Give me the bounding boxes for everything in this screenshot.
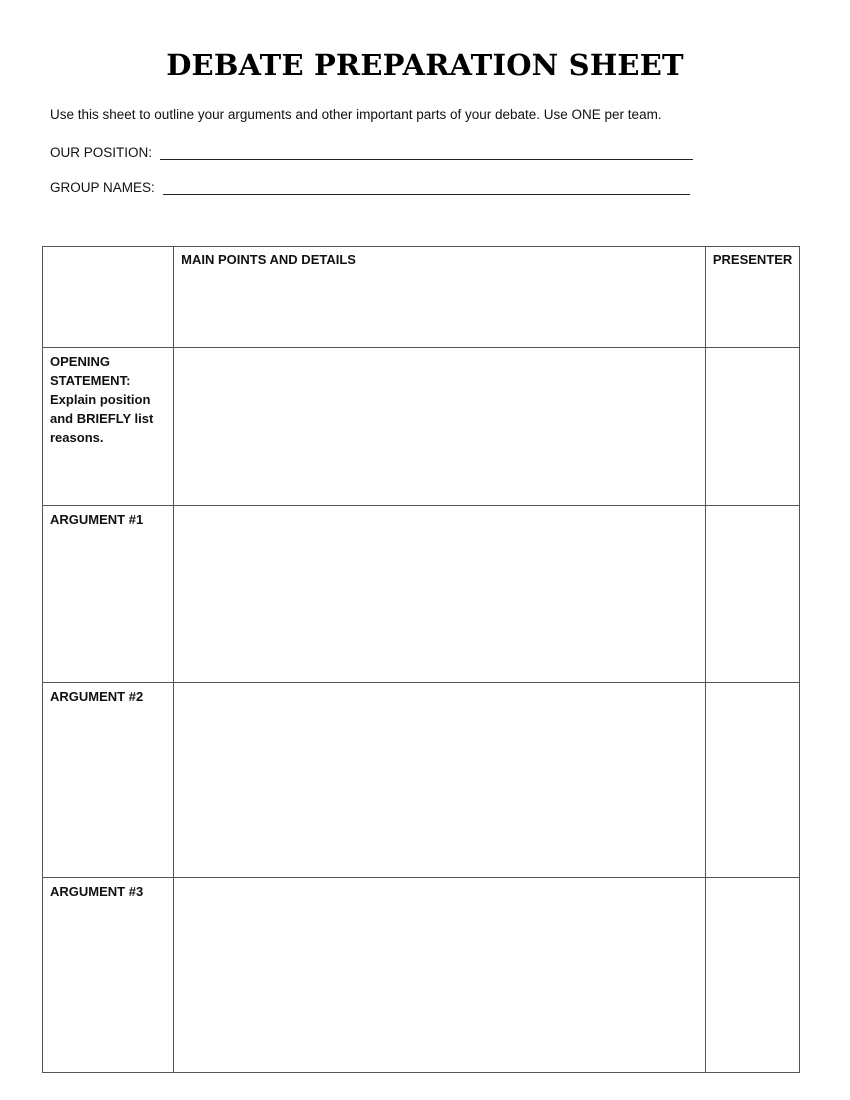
row-label: ARGUMENT #1: [50, 512, 144, 527]
row-label: ARGUMENT #3: [50, 884, 144, 899]
group-names-blank-line[interactable]: [163, 182, 690, 195]
table-header-row: [43, 247, 800, 348]
row-label-cell: [43, 683, 174, 878]
table-row-argument-1: [43, 506, 800, 683]
presenter-cell[interactable]: [705, 506, 799, 683]
main-points-cell[interactable]: [174, 506, 706, 683]
page-title: DEBATE PREPARATION SHEET: [166, 48, 684, 82]
row-label: OPENING STATEMENT:: [50, 354, 131, 388]
group-names-field[interactable]: [50, 177, 690, 195]
header-cell-presenter: PRESENTER: [705, 247, 799, 348]
main-points-cell[interactable]: [174, 683, 706, 878]
our-position-label: OUR POSITION:: [50, 145, 153, 160]
table-row-argument-3: [43, 878, 800, 1073]
header-cell-main-points: MAIN POINTS AND DETAILS: [174, 247, 706, 348]
our-position-field[interactable]: [50, 142, 693, 160]
row-label-cell: [43, 878, 174, 1073]
group-names-label: GROUP NAMES:: [50, 180, 155, 195]
our-position-blank-line[interactable]: [160, 147, 693, 160]
main-points-cell[interactable]: [174, 878, 706, 1073]
debate-outline-table: [42, 246, 800, 1073]
main-points-cell[interactable]: [174, 348, 706, 506]
presenter-cell[interactable]: [705, 878, 799, 1073]
row-label-cell: [43, 506, 174, 683]
instructions-text: Use this sheet to outline your arguments and other important parts of your debate. Use ONE per team.: [50, 107, 662, 122]
row-label-cell: [43, 348, 174, 506]
table-row-argument-2: [43, 683, 800, 878]
row-description: Explain position and BRIEFLY list reasons.: [50, 392, 154, 445]
presenter-cell[interactable]: [705, 348, 799, 506]
presenter-cell[interactable]: [705, 683, 799, 878]
row-label: ARGUMENT #2: [50, 689, 144, 704]
table-row-opening-statement: [43, 348, 800, 506]
header-cell-label: [43, 247, 174, 348]
